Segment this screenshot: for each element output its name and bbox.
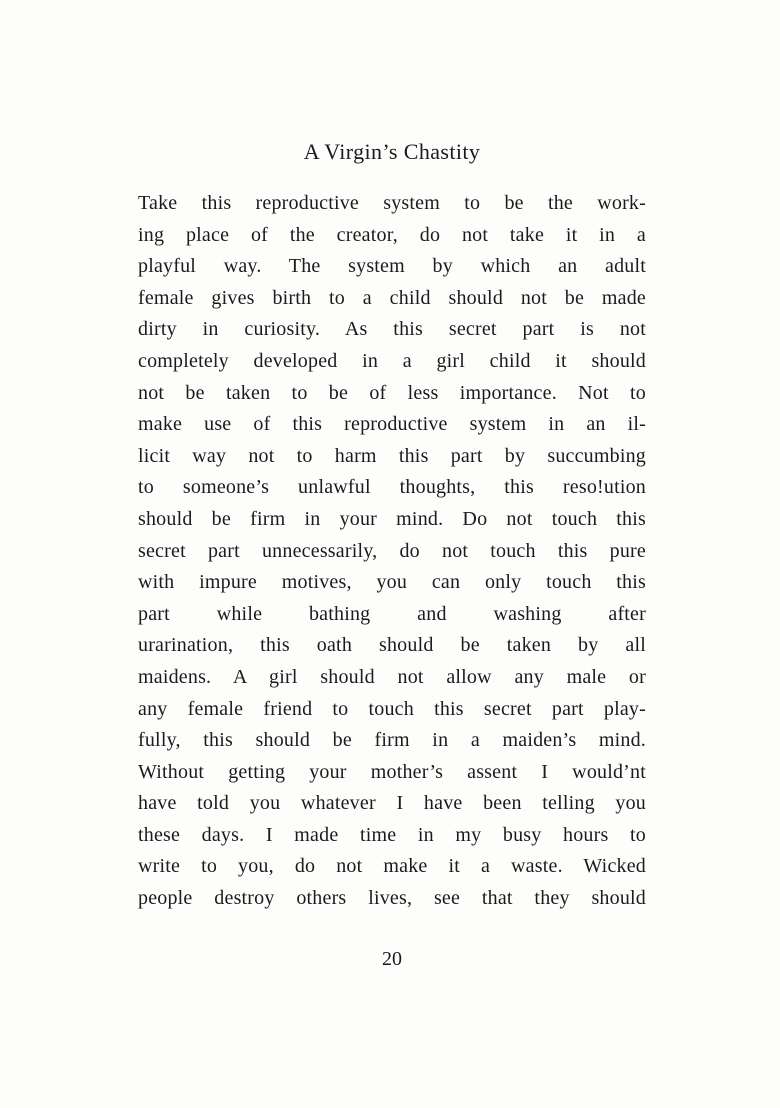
text-line: licit way not to harm this part by succumbing (138, 444, 646, 467)
text-line: part while bathing and washing after (138, 602, 646, 625)
text-line: Without getting your mother’s assent I would’nt (138, 760, 646, 783)
text-line: not be taken to be of less importance. Not to (138, 381, 646, 404)
text-line: people destroy others lives, see that they should (138, 887, 646, 910)
text-line: these days. I made time in my busy hours to (138, 823, 646, 846)
text-line: Take this reproductive system to be the work- (138, 192, 646, 214)
text-line: secret part unnecessarily, do not touch this pure (138, 539, 646, 562)
text-line: urarination, this oath should be taken by all (138, 634, 646, 657)
text-line: completely developed in a girl child it should (138, 349, 646, 372)
page-number: 20 (382, 948, 402, 970)
text-line: maidens. A girl should not allow any male or (138, 665, 646, 688)
text-line: playful way. The system by which an adult (138, 255, 646, 278)
text-line: should be firm in your mind. Do not touch this (138, 507, 646, 530)
text-line: ing place of the creator, do not take it in a (138, 223, 646, 246)
text-line: any female friend to touch this secret part play- (138, 697, 646, 720)
text-line: fully, this should be firm in a maiden’s mind. (138, 729, 646, 752)
text-line: dirty in curiosity. As this secret part is not (138, 318, 646, 341)
text-line: female gives birth to a child should not be made (138, 286, 646, 309)
text-line: with impure motives, you can only touch this (138, 571, 646, 594)
text-line: write to you, do not make it a waste. Wicked (138, 855, 646, 878)
text-line: make use of this reproductive system in an il- (138, 413, 646, 436)
chapter-title: A Virgin’s Chastity (303, 139, 481, 164)
body-text (138, 188, 646, 915)
text-line: have told you whatever I have been telling you (138, 792, 646, 815)
text-line: to someone’s unlawful thoughts, this reso!ution (138, 476, 646, 499)
